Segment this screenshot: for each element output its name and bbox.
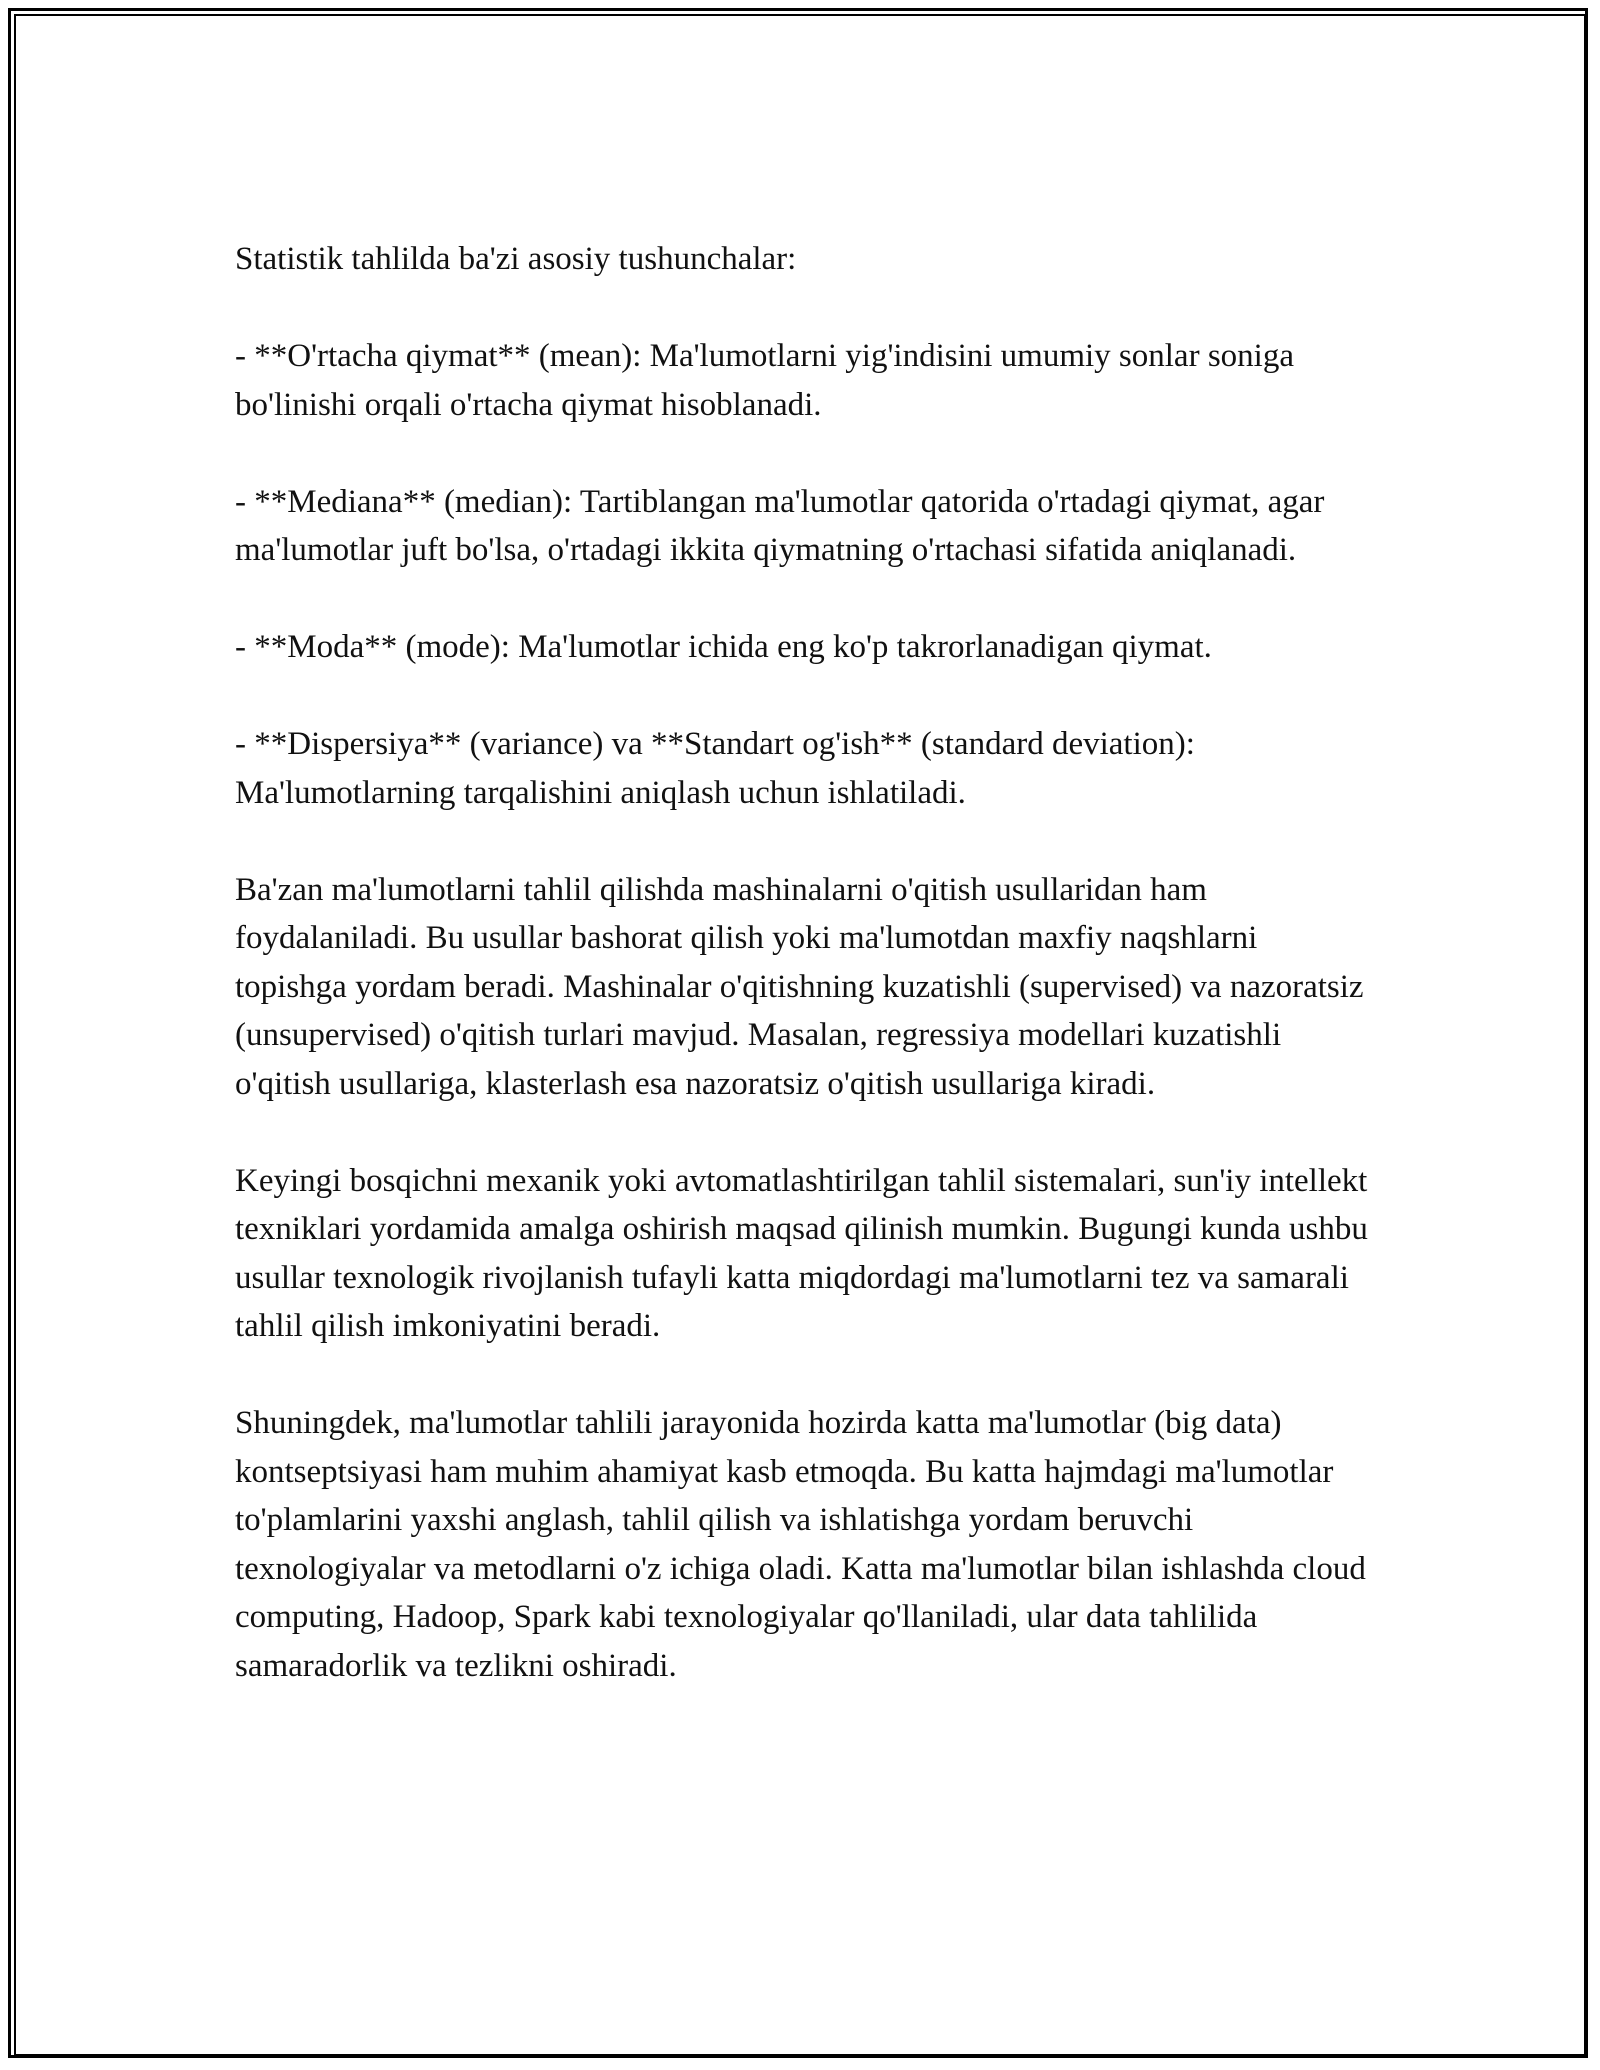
paragraph-big-data: Shuningdek, ma'lumotlar tahlili jarayonida hozirda katta ma'lumotlar (big data) kontseptsiyasi ham muhim ahamiyat kasb etmoqda. Bu katta hajmdagi ma'lumotlar to'plamlarini yaxshi anglash, tahlil qilish va ishlatishga yordam beruvchi texnologiyalar va metodlarni o'z ichiga oladi. Katta ma'lumotlar bilan ishlashda cloud computing, Hadoop, Spark kabi texnologiyalar qo'llaniladi, ular data tahlilida samaradorlik va tezlikni oshiradi. — [235, 1405, 1366, 1684]
list-item-median: - **Mediana** (median): Tartiblangan ma'lumotlar qatorida o'rtadagi qiymat, agar ma'lumotlar juft bo'lsa, o'rtadagi ikkita qiymatning o'rtachasi sifatida aniqlanadi. — [235, 483, 1325, 568]
list-item-mean: - **O'rtacha qiymat** (mean): Ma'lumotlarni yig'indisini umumiy sonlar soniga bo'linishi orqali o'rtacha qiymat hisoblanadi. — [235, 338, 1294, 423]
document-body — [235, 235, 1370, 1739]
list-item-variance: - **Dispersiya** (variance) va **Standart og'ish** (standard deviation): Ma'lumotlarning tarqalishini aniqlash uchun ishlatiladi. — [235, 726, 1195, 811]
paragraph-automation: Keyingi bosqichni mexanik yoki avtomatlashtirilgan tahlil sistemalari, sun'iy intellekt texniklari yordamida amalga oshirish maqsad qilinish mumkin. Bugungi kunda ushbu usullar texnologik rivojlanish tufayli katta miqdordagi ma'lumotlarni tez va samarali tahlil qilish imkoniyatini beradi. — [235, 1162, 1368, 1344]
intro-paragraph: Statistik tahlilda ba'zi asosiy tushunchalar: — [235, 241, 797, 277]
list-item-mode: - **Moda** (mode): Ma'lumotlar ichida eng ko'p takrorlanadigan qiymat. — [235, 629, 1212, 665]
paragraph-machine-learning: Ba'zan ma'lumotlarni tahlil qilishda mashinalarni o'qitish usullaridan ham foydalaniladi. Bu usullar bashorat qilish yoki ma'lumotdan maxfiy naqshlarni topishga yordam beradi. Mashinalar o'qitishning kuzatishli (supervised) va nazoratsiz (unsupervised) o'qitish turlari mavjud. Masalan, regressiya modellari kuzatishli o'qitish usullariga, klasterlash esa nazoratsiz o'qitish usullariga kiradi. — [235, 871, 1364, 1102]
